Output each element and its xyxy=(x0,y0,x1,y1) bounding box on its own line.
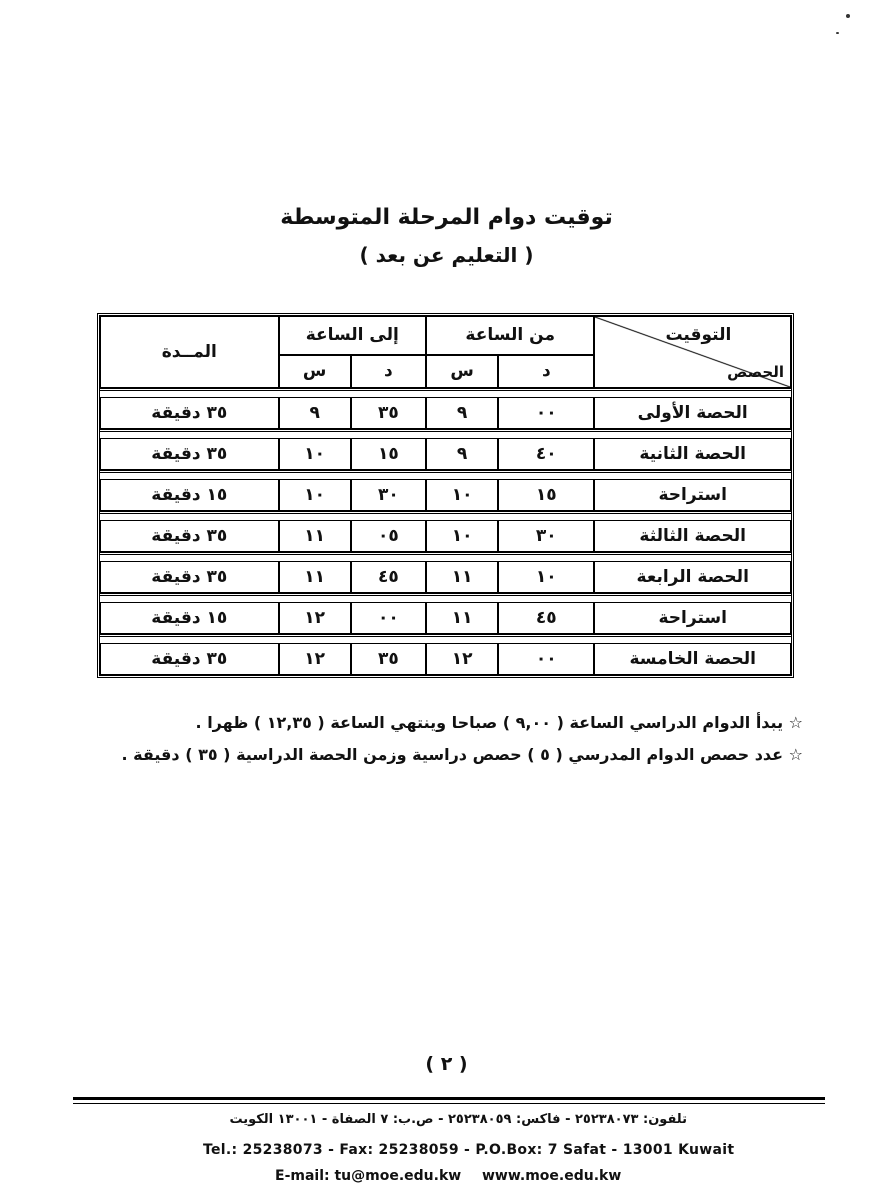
from-hour-header: من الساعة xyxy=(426,316,594,355)
document-subtitle: ( التعليم عن بعد ) xyxy=(359,243,534,267)
row-separator xyxy=(100,593,791,602)
row-separator-cell xyxy=(100,634,791,643)
period-name-cell: الحصة الأولى xyxy=(594,397,791,429)
document-title: توقيت دوام المرحلة المتوسطة xyxy=(280,205,613,230)
page-number: ( ٢ ) xyxy=(425,1053,468,1075)
to-minute-cell: ١٥ xyxy=(351,438,426,470)
row-separator xyxy=(100,470,791,479)
row-separator-cell xyxy=(100,593,791,602)
from-minute-cell: ٤٥ xyxy=(498,602,594,634)
row-separator xyxy=(100,511,791,520)
corner-header-cell xyxy=(594,316,791,388)
corner-periods-label: الحصص xyxy=(727,363,784,381)
from-hour-cell: ١٢ xyxy=(426,643,498,675)
duration-header: المــدة xyxy=(100,316,279,388)
duration-cell: ١٥ دقيقة xyxy=(100,479,279,511)
from-hour-cell: ١٠ xyxy=(426,479,498,511)
period-name-cell: الحصة الثالثة xyxy=(594,520,791,552)
to-hour-cell: ١٢ xyxy=(279,643,351,675)
from-minute-cell: ٣٠ xyxy=(498,520,594,552)
table-row xyxy=(100,602,791,634)
to-minute-cell: ٣٥ xyxy=(351,643,426,675)
table-row xyxy=(100,643,791,675)
from-minute-cell: ١٠ xyxy=(498,561,594,593)
scan-speck xyxy=(846,14,850,18)
period-name-cell: الحصة الثانية xyxy=(594,438,791,470)
from-hour-cell: ١١ xyxy=(426,561,498,593)
to-hour-cell: ٩ xyxy=(279,397,351,429)
to-hour-cell: ١٠ xyxy=(279,479,351,511)
from-minute-cell: ٠٠ xyxy=(498,397,594,429)
row-separator xyxy=(100,634,791,643)
to-minute-cell: ٤٥ xyxy=(351,561,426,593)
from-hour-cell: ١١ xyxy=(426,602,498,634)
footer-divider xyxy=(73,1097,825,1100)
table-row xyxy=(100,479,791,511)
table-row xyxy=(100,561,791,593)
to-minute-cell: ٠٥ xyxy=(351,520,426,552)
from-minute-cell: ٠٠ xyxy=(498,643,594,675)
footer-website: www.moe.edu.kw xyxy=(482,1168,622,1184)
period-name-cell: استراحة xyxy=(594,479,791,511)
from-minute-cell: ١٥ xyxy=(498,479,594,511)
duration-cell: ٣٥ دقيقة xyxy=(100,397,279,429)
footer-email: E-mail: tu@moe.edu.kw xyxy=(275,1168,462,1184)
duration-cell: ١٥ دقيقة xyxy=(100,602,279,634)
from-hour-subheader: س xyxy=(426,355,498,388)
table-row xyxy=(100,397,791,429)
period-name-cell: استراحة xyxy=(594,602,791,634)
row-separator-cell xyxy=(100,388,791,397)
row-separator xyxy=(100,388,791,397)
row-separator-cell xyxy=(100,470,791,479)
from-minute-cell: ٤٠ xyxy=(498,438,594,470)
to-hour-cell: ١١ xyxy=(279,520,351,552)
to-hour-cell: ١١ xyxy=(279,561,351,593)
schedule-table xyxy=(97,313,794,678)
from-hour-cell: ٩ xyxy=(426,397,498,429)
footer-contact-arabic: تلفون: ٢٥٢٣٨٠٧٣ - فاكس: ٢٥٢٣٨٠٥٩ - ص.ب: ٧ الصفاة - ١٣٠٠١ الكويت xyxy=(229,1112,687,1127)
to-minute-cell: ٣٠ xyxy=(351,479,426,511)
duration-cell: ٣٥ دقيقة xyxy=(100,438,279,470)
table-row xyxy=(100,520,791,552)
row-separator xyxy=(100,552,791,561)
period-name-cell: الحصة الرابعة xyxy=(594,561,791,593)
duration-cell: ٣٥ دقيقة xyxy=(100,643,279,675)
from-hour-cell: ١٠ xyxy=(426,520,498,552)
to-minute-subheader: د xyxy=(351,355,426,388)
scan-speck xyxy=(836,32,839,34)
corner-timing-label: التوقيت xyxy=(665,325,732,345)
notes-section xyxy=(83,707,803,771)
to-minute-cell: ٣٥ xyxy=(351,397,426,429)
from-minute-subheader: د xyxy=(498,355,594,388)
footer-divider-thin xyxy=(73,1103,825,1104)
row-separator-cell xyxy=(100,511,791,520)
to-hour-subheader: س xyxy=(279,355,351,388)
table-row xyxy=(100,438,791,470)
note-start-end-time: ☆ يبدأ الدوام الدراسي الساعة ( ٩,٠٠ ) صباحا وينتهي الساعة ( ١٢,٣٥ ) ظهرا . xyxy=(195,713,803,732)
period-name-cell: الحصة الخامسة xyxy=(594,643,791,675)
row-separator xyxy=(100,429,791,438)
note-period-count: ☆ عدد حصص الدوام المدرسي ( ٥ ) حصص دراسية وزمن الحصة الدراسية ( ٣٥ ) دقيقة . xyxy=(121,745,803,764)
duration-cell: ٣٥ دقيقة xyxy=(100,561,279,593)
from-hour-cell: ٩ xyxy=(426,438,498,470)
row-separator-cell xyxy=(100,552,791,561)
row-separator-cell xyxy=(100,429,791,438)
to-hour-cell: ١٠ xyxy=(279,438,351,470)
footer-contact-english: Tel.: 25238073 - Fax: 25238059 - P.O.Box: 7 Safat - 13001 Kuwait xyxy=(203,1142,735,1158)
to-hour-cell: ١٢ xyxy=(279,602,351,634)
duration-cell: ٣٥ دقيقة xyxy=(100,520,279,552)
to-minute-cell: ٠٠ xyxy=(351,602,426,634)
to-hour-header: إلى الساعة xyxy=(279,316,426,355)
